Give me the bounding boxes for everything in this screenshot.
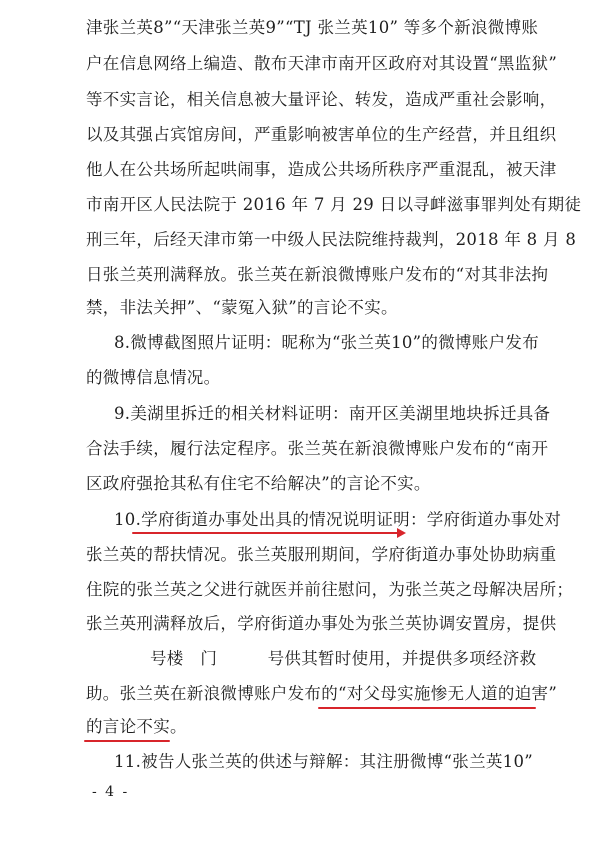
text-line-17: 住院的张兰英之父进行就医并前往慰问，为张兰英之母解决居所；: [86, 580, 574, 599]
red-underline-conclusion: [84, 740, 170, 742]
text-line-8: 日张兰英刑满释放。张兰英在新浪微博账户发布的“对其非法拘: [86, 265, 549, 284]
text-line-2: 户在信息网络上编造、散布天津市南开区政府对其设置“黑监狱”: [86, 54, 558, 73]
text-line-1: 津张兰英8”“天津张兰英9”“TJ 张兰英10” 等多个新浪微博账: [86, 18, 539, 37]
text-line-15: 10.学府街道办事处出具的情况说明证明：学府街道办事处对: [114, 510, 562, 529]
text-line-16: 张兰英的帮扶情况。张兰英服刑期间，学府街道办事处协助病重: [86, 545, 557, 564]
text-line-9: 禁，非法关押”、“蒙冤入狱”的言论不实。: [86, 298, 398, 317]
text-line-3: 等不实言论，相关信息被大量评论、转发，造成严重社会影响，: [86, 90, 557, 109]
text-line-12: 9.美湖里拆迁的相关材料证明：南开区美湖里地块拆迁具备: [114, 404, 551, 423]
text-line-22: 11.被告人张兰英的供述与辩解：其注册微博“张兰英10”: [114, 752, 534, 771]
page-number: - 4 -: [92, 784, 130, 800]
text-line-21: 的言论不实。: [86, 717, 187, 736]
text-line-14: 区政府强抢其私有住宅不给解决”的言论不实。: [86, 474, 431, 493]
red-underline-item-10: [132, 532, 398, 534]
text-line-20: 助。张兰英在新浪微博账户发布的“对父母实施惨无人道的迫害”: [86, 684, 558, 703]
text-line-10: 8.微博截图照片证明：昵称为“张兰英10”的微博账户发布: [114, 333, 540, 352]
text-line-6: 市南开区人民法院于 2016 年 7 月 29 日以寻衅滋事罪判处有期徒: [86, 195, 582, 214]
text-line-4: 以及其强占宾馆房间，严重影响被害单位的生产经营，并且组织: [86, 125, 557, 144]
red-underline-quote: [318, 707, 536, 709]
text-line-18: 张兰英刑满释放后，学府街道办事处为张兰英协调安置房，提供: [86, 614, 557, 633]
red-arrowhead: [397, 528, 406, 538]
text-line-13: 合法手续，履行法定程序。张兰英在新浪微博账户发布的“南开: [86, 439, 549, 458]
text-line-19: 号楼 门 号供其暂时使用，并提供多项经济救: [150, 649, 537, 668]
text-line-5: 他人在公共场所起哄闹事，造成公共场所秩序严重混乱，被天津: [86, 160, 557, 179]
text-line-11: 的微博信息情况。: [86, 368, 221, 387]
text-line-7: 刑三年，后经天津市第一中级人民法院维持裁判，2018 年 8 月 8: [86, 230, 577, 249]
